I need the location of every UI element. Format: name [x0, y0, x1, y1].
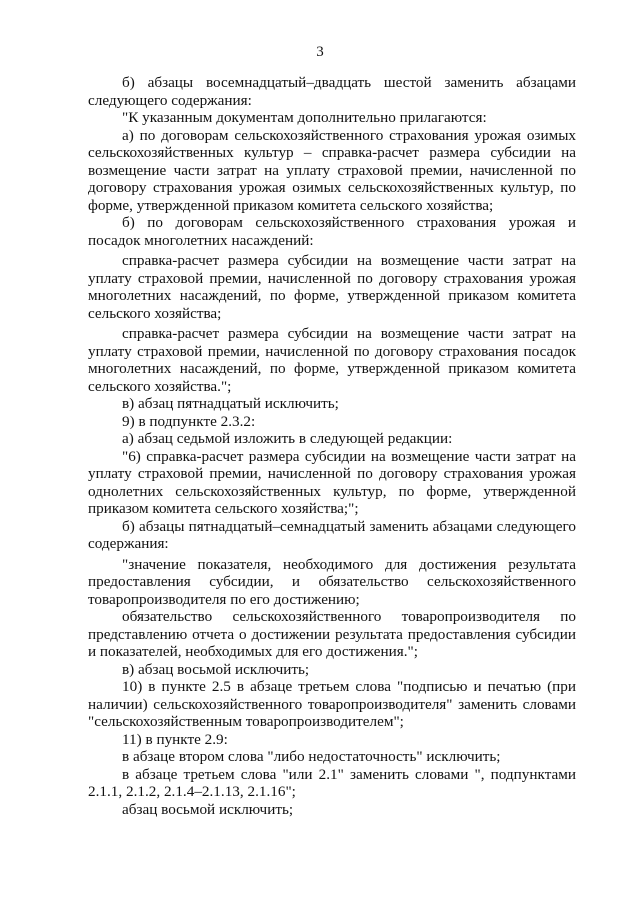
document-body [88, 74, 576, 818]
paragraph: а) по договорам сельскохозяйственного страхования урожая озимых сельскохозяйственных культур – справка-расчет размера субсидии на возмещение части затрат на уплату страховой премии, начисленной по договору страхования урожая озимых сельскохозяйственных культур, по форме, утвержденной приказом комитета сельского хозяйства; [88, 126, 576, 214]
paragraph: б) абзацы восемнадцатый–двадцать шестой заменить абзацами следующего содержания: [88, 74, 576, 109]
paragraph: 9) в подпункте 2.3.2: [122, 412, 256, 430]
paragraph: в абзаце втором слова "либо недостаточность" исключить; [122, 748, 501, 765]
paragraph: "значение показателя, необходимого для достижения результата предоставления субсидии, и обязательство сельскохозяйственного товаропроизводителя по его достижению; [88, 555, 576, 608]
paragraph: "К указанным документам дополнительно прилагаются: [122, 109, 487, 126]
paragraph: в абзаце третьем слова "или 2.1" заменить словами ", подпунктами 2.1.1, 2.1.2, 2.1.4–2.1.13, 2.1.16"; [88, 765, 576, 800]
paragraph: абзац восьмой исключить; [122, 800, 294, 818]
paragraph: б) абзацы пятнадцатый–семнадцатый заменить абзацами следующего содержания: [88, 517, 576, 552]
page-number: 3 [316, 44, 324, 60]
paragraph: 10) в пункте 2.5 в абзаце третьем слова "подписью и печатью (при наличии) сельскохозяйственного товаропроизводителя" заменить словами "сельскохозяйственным товаропроизводителем"; [88, 678, 576, 730]
paragraph: в) абзац пятнадцатый исключить; [122, 395, 339, 412]
paragraph: б) по договорам сельскохозяйственного страхования урожая и посадок многолетних насаждений: [88, 214, 576, 249]
paragraph: справка-расчет размера субсидии на возмещение части затрат на уплату страховой премии, начисленной по договору страхования посадок многолетних насаждений, по форме, утвержденной приказом комитета сельского хозяйства."; [88, 325, 576, 395]
paragraph: в) абзац восьмой исключить; [122, 660, 310, 678]
paragraph: справка-расчет размера субсидии на возмещение части затрат на уплату страховой премии, начисленной по договору страхования урожая многолетних насаждений, по форме, утвержденной приказом комитета сельского хозяйства; [88, 252, 576, 322]
paragraph: 11) в пункте 2.9: [122, 730, 228, 748]
paragraph: "6) справка-расчет размера субсидии на возмещение части затрат на уплату страховой премии, начисленной по договору страхования урожая однолетних сельскохозяйственных культур, по форме, утвержденной приказом комитета сельского хозяйства;"; [88, 447, 576, 517]
paragraph: а) абзац седьмой изложить в следующей редакции: [122, 430, 453, 447]
paragraph: обязательство сельскохозяйственного товаропроизводителя по представлению отчета о достижении результата предоставления субсидии и показателей, необходимых для его достижения."; [88, 608, 576, 660]
